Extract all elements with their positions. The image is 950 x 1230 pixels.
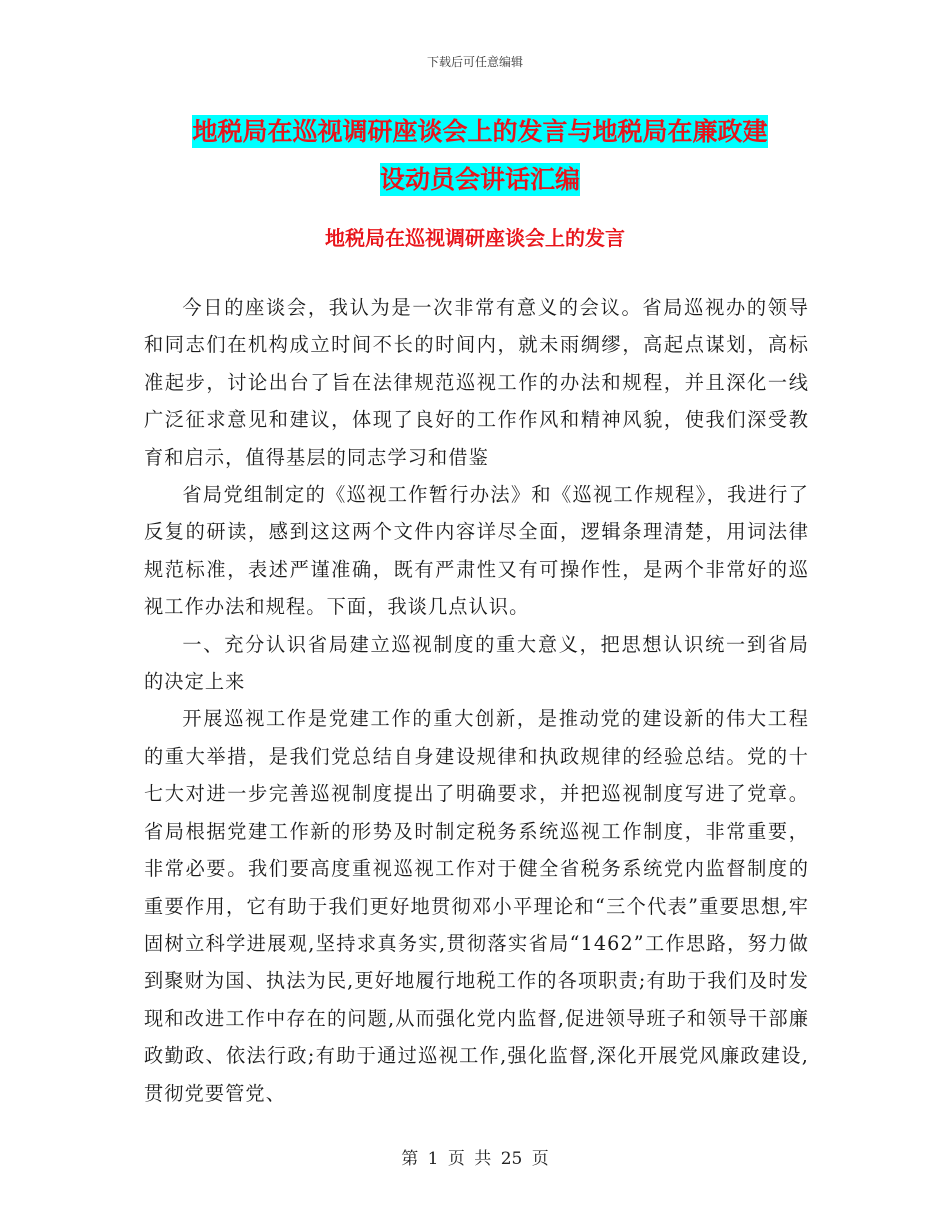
document-title-line1: 地税局在巡视调研座谈会上的发言与地税局在廉政建 xyxy=(192,117,768,146)
document-body xyxy=(144,289,809,1112)
page-number: 第 1 页 共 25 页 xyxy=(401,1149,549,1169)
paragraph: 今日的座谈会，我认为是一次非常有意义的会议。省局巡视办的领导和同志们在机构成立时间不长的时间内，就未雨绸缪，高起点谋划，高标准起步，讨论出台了旨在法律规范巡视工作的办法和规程，并且深化一线广泛征求意见和建议，体现了良好的工作作风和精神风貌，使我们深受教育和启示，值得基层的同志学习和借鉴 xyxy=(144,296,809,469)
paragraph: 省局党组制定的《巡视工作暂行办法》和《巡视工作规程》，我进行了反复的研读，感到这这两个文件内容详尽全面，逻辑条理清楚，用词法律规范标准，表述严谨准确，既有严肃性又有可操作性，是两个非常好的巡视工作办法和规程。下面，我谈几点认识。 xyxy=(144,483,809,619)
paragraph: 开展巡视工作是党建工作的重大创新，是推动党的建设新的伟大工程的重大举措，是我们党总结自身建设规律和执政规律的经验总结。党的十七大对进一步完善巡视制度提出了明确要求，并把巡视制度写进了党章。省局根据党建工作新的形势及时制定税务系统巡视工作制度，非常重要，非常必要。我们要高度重视巡视工作对于健全省税务系统党内监督制度的重要作用，它有助于我们更好地贯彻邓小平理论和“三个代表”重要思想,牢固树立科学进展观,坚持求真务实,贯彻落实省局“1462”工作思路，努力做到聚财为国、执法为民,更好地履行地税工作的各项职责;有助于我们及时发现和改进工作中存在的问题,从而强化党内监督,促进领导班子和领导干部廉政勤政、依法行政;有助于通过巡视工作,强化监督,深化开展党风廉政建设,贯彻党要管党、 xyxy=(144,707,809,1105)
section-title: 地税局在巡视调研座谈会上的发言 xyxy=(325,226,625,250)
paragraph: 一、充分认识省局建立巡视制度的重大意义，把思想认识统一到省局的决定上来 xyxy=(144,632,809,694)
header-note: 下载后可任意编辑 xyxy=(426,55,523,69)
document-title xyxy=(145,108,815,204)
document-title-line2: 设动员会讲话汇编 xyxy=(379,165,580,194)
